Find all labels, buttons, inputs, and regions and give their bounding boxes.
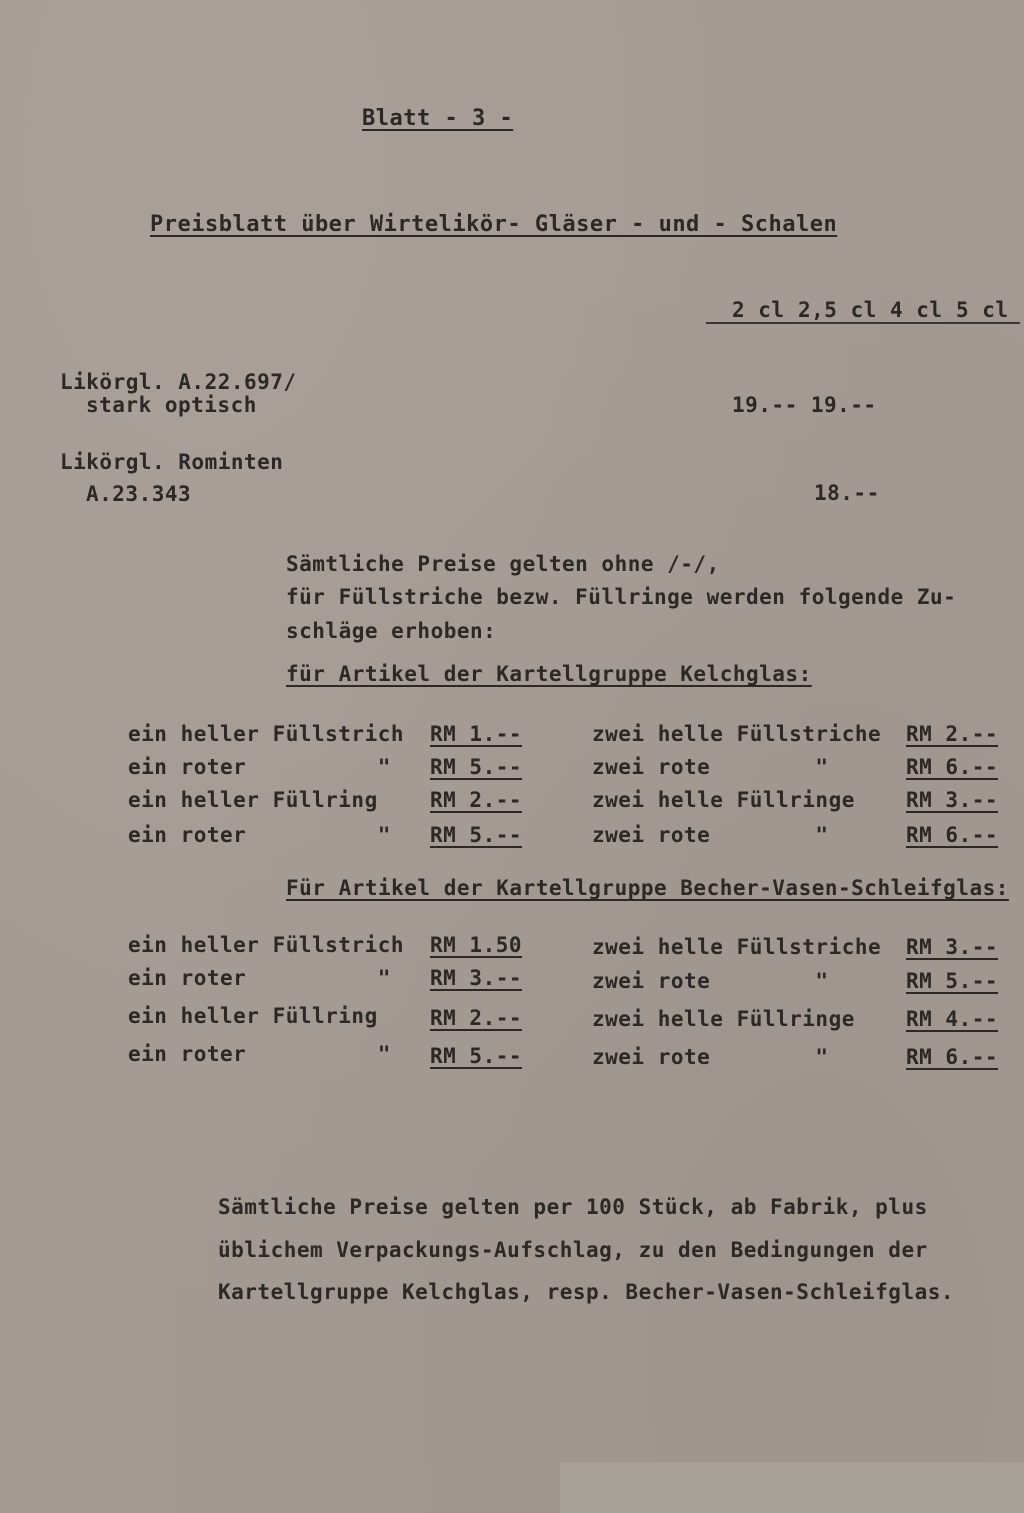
surcharge-label: ein roter " [128,1042,391,1066]
surcharge-price: RM 1.-- [430,722,523,746]
surcharge-price: RM 6.-- [906,823,999,847]
surcharge-label: ein heller Füllstrich [128,722,405,746]
surcharge-price: RM 4.-- [906,1007,999,1031]
product-name: Likörgl. Rominten [60,450,284,474]
footer-line: üblichem Verpackungs-Aufschlag, zu den Bedingungen der [218,1238,928,1262]
product-description: stark optisch [86,393,257,417]
surcharge-label: zwei helle Füllringe [592,1007,855,1031]
surcharge-price: RM 3.-- [906,935,999,959]
page-label: Blatt - 3 - [362,106,514,131]
section-heading: für Artikel der Kartellgruppe Kelchglas: [286,662,812,686]
surcharge-label: ein heller Füllstrich [128,933,405,957]
surcharge-label: zwei rote " [592,969,829,993]
surcharge-label: ein roter " [128,755,391,779]
surcharge-label: zwei rote " [592,823,829,847]
surcharge-price: RM 3.-- [430,966,523,990]
surcharge-price: RM 5.-- [430,823,523,847]
note-line: Sämtliche Preise gelten ohne /-/, [286,552,720,576]
note-line: für Füllstriche bezw. Füllringe werden folgende Zu- [286,585,957,609]
surcharge-label: zwei helle Füllstriche [592,722,882,746]
note-line: schläge erhoben: [286,619,497,643]
surcharge-label: ein heller Füllring [128,1004,378,1028]
surcharge-price: RM 2.-- [430,788,523,812]
surcharge-label: zwei rote " [592,1045,829,1069]
product-code: A.23.343 [86,482,192,506]
surcharge-price: RM 2.-- [906,722,999,746]
surcharge-price: RM 1.50 [430,933,523,957]
surcharge-label: ein roter " [128,966,391,990]
surcharge-label: zwei helle Füllringe [592,788,855,812]
surcharge-price: RM 3.-- [906,788,999,812]
size-label: 5 cl [956,298,1009,322]
footer-line: Kartellgruppe Kelchglas, resp. Becher-Vasen-Schleifglas. [218,1280,955,1304]
surcharge-label: zwei helle Füllstriche [592,935,882,959]
surcharge-price: RM 2.-- [430,1006,523,1030]
surcharge-price: RM 5.-- [430,755,523,779]
size-label: 2,5 cl [798,298,877,322]
size-label: 2 cl [732,298,785,322]
surcharge-price: RM 5.-- [430,1044,523,1068]
surcharge-price: RM 6.-- [906,1045,999,1069]
product-name: Likörgl. A.22.697/ [60,370,297,394]
size-label: 4 cl [890,298,943,322]
product-prices: 18.-- [814,481,880,505]
surcharge-price: RM 5.-- [906,969,999,993]
surcharge-label: zwei rote " [592,755,829,779]
section-heading: Für Artikel der Kartellgruppe Becher-Vasen-Schleifglas: [286,876,1009,900]
product-prices: 19.-- 19.-- [732,393,877,417]
document-title: Preisblatt über Wirtelikör- Gläser - und - Schalen [150,212,838,237]
surcharge-label: ein roter " [128,823,391,847]
paper-edge [560,1462,1024,1513]
header-underline [706,322,1020,324]
surcharge-price: RM 6.-- [906,755,999,779]
footer-line: Sämtliche Preise gelten per 100 Stück, ab Fabrik, plus [218,1195,928,1219]
surcharge-label: ein heller Füllring [128,788,378,812]
